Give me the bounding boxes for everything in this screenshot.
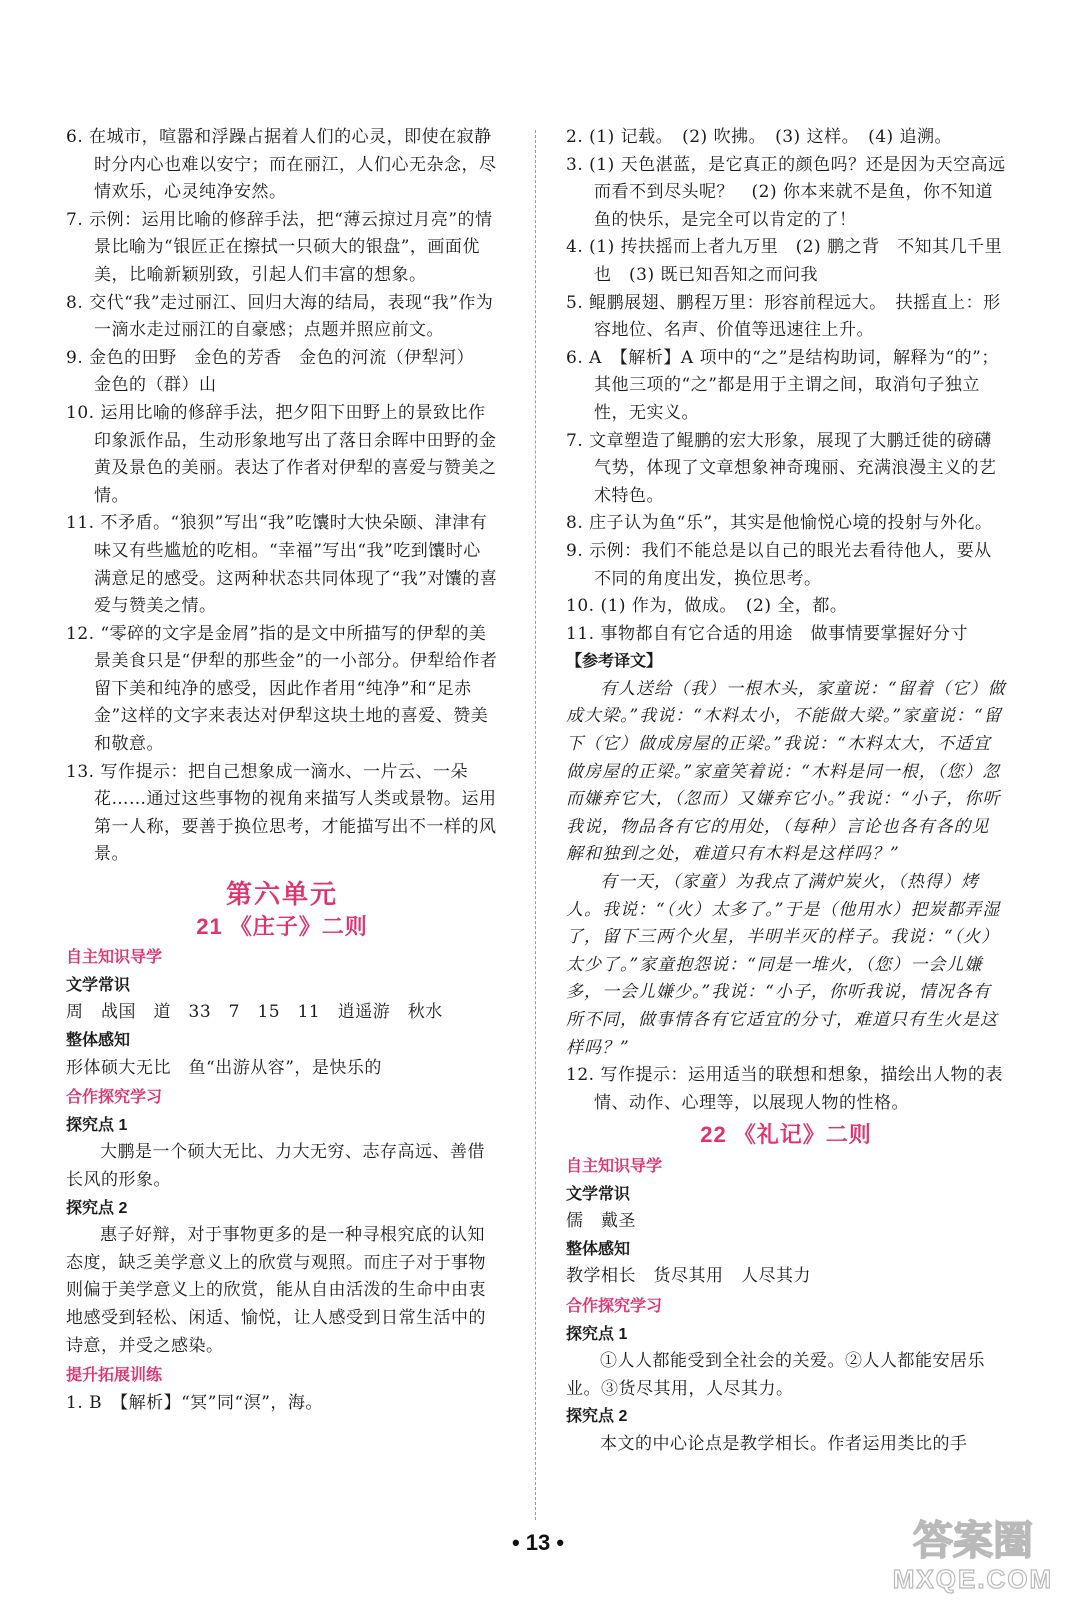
answer-paragraph: 本文的中心论点是教学相长。作者运用类比的手: [600, 1433, 968, 1454]
answer-item: 10. (1) 作为，做成。 (2) 全，都。: [566, 596, 848, 617]
page-number: • 13 •: [511, 1530, 565, 1555]
answer-text: 形体硕大无比 鱼“出游从容”，是快乐的: [66, 1057, 382, 1078]
answer-paragraph: 大鹏是一个硕大无比、力大无穷、志存高远、善借长风的形象。: [66, 1142, 485, 1190]
right-column: [566, 124, 1006, 1459]
subsection-label: 文学常识: [566, 1185, 631, 1203]
section-heading: 自主知识导学: [566, 1157, 663, 1175]
answer-item: 5. 鲲鹏展翅、鹏程万里：形容前程远大。 扶摇直上：形容地位、名声、价值等迅速往上升。: [566, 292, 1001, 341]
answer-paragraph: ①人人都能受到全社会的关爱。②人人都能安居乐业。③货尽其用，人尽其力。: [566, 1351, 985, 1399]
reference-translation-label: 【参考译文】: [566, 653, 663, 671]
subsection-label: 探究点 2: [66, 1199, 128, 1217]
answer-item: 7. 文章塑造了鲲鹏的宏大形象，展现了大鹏迁徙的磅礴气势，体现了文章想象神奇瑰丽、充满浪漫主义的艺术特色。: [566, 430, 997, 506]
answer-item: 6. A 【解析】A 项中的“之”是结构助词，解释为“的”；其他三项的“之”都是用于主谓之间，取消句子独立性，无实义。: [566, 347, 999, 423]
section-heading: 提升拓展训练: [66, 1367, 163, 1385]
subsection-label: 文学常识: [66, 976, 131, 994]
subsection-label: 整体感知: [66, 1032, 131, 1049]
subsection-label: 探究点 2: [566, 1408, 628, 1426]
answer-text: 教学相长 货尽其用 人尽其力: [566, 1266, 811, 1287]
answer-item: 1. B 【解析】“冥”同“溟”，海。: [66, 1392, 323, 1413]
section-heading: 合作探究学习: [66, 1089, 163, 1107]
answer-item: 9. 金色的田野 金色的芳香 金色的河流（伊犁河） 金色的（群）山: [66, 347, 484, 396]
answer-item: 8. 庄子认为鱼“乐”，其实是他愉悦心境的投射与外化。: [566, 513, 993, 534]
translation-paragraph: 有一天，（家童）为我点了满炉炭火，（热得）烤人。我说：“（火）太多了。”于是（他用水）把炭都弄湿了，留下三两个火星，半明半灭的样子。我说：“（火）太少了。”家童抱怨说：“同是一堆火，（您）一会儿嫌多，一会儿嫌少。”我说：“小子，你听我说，情况各有所不同，做事情各有它适宜的分寸，难道只有生火是这样吗？”: [566, 872, 1001, 1058]
answer-item: 12. “零碎的文字是金屑”指的是文中所描写的伊犁的美景美食只是“伊犁的那些金”的一小部分。伊犁给作者留下美和纯净的感受，因此作者用“纯净”和“足赤金”这样的文字来表达对伊犁这块土地的喜爱、赞美和敬意。: [66, 623, 498, 755]
answer-text: 儒 戴圣: [566, 1211, 636, 1232]
watermark-logo: [878, 1510, 1068, 1596]
answer-item: 13. 写作提示：把自己想象成一滴水、一片云、一朵花……通过这些事物的视角来描写人类或景物。运用第一人称，要善于换位思考，才能描写出不一样的风景。: [66, 761, 497, 865]
answer-paragraph: 惠子好辩，对于事物更多的是一种寻根究底的认知态度，缺乏美学意义上的欣赏与观照。而庄子对于事物则偏于美学意义上的欣赏，能从自由活泼的生命中由衷地感受到轻松、闲适、愉悦，让人感受到日常生活中的诗意，并受之感染。: [66, 1225, 486, 1356]
answer-item: 3. (1) 天色湛蓝，是它真正的颜色吗？还是因为天空高远而看不到尽头呢？ (2) 你本来就不是鱼，你不知道鱼的快乐，是完全可以肯定的了！: [566, 154, 1006, 230]
unit-title: 第六单元: [225, 879, 338, 910]
answer-item: 7. 示例：运用比喻的修辞手法，把“薄云掠过月亮”的情景比喻为“银匠正在擦拭一只硕大的银盘”，画面优美，比喻新颖别致，引起人们丰富的想象。: [66, 209, 493, 285]
answer-item: 2. (1) 记载。 (2) 吹拂。 (3) 这样。 (4) 追溯。: [566, 127, 953, 147]
watermark-url: MXQE.COM: [892, 1564, 1054, 1594]
section-heading: 合作探究学习: [566, 1297, 663, 1315]
subsection-label: 探究点 1: [66, 1116, 128, 1134]
answer-item: 6. 在城市，喧嚣和浮躁占据着人们的心灵，即使在寂静时分内心也难以安宁；而在丽江，人们心无杂念，尽情欢乐，心灵纯净安然。: [66, 127, 497, 203]
answer-item: 12. 写作提示：运用适当的联想和想象，描绘出人物的表情、动作、心理等，以展现人物的性格。: [566, 1065, 1003, 1113]
subsection-label: 整体感知: [566, 1240, 631, 1258]
section-heading: 自主知识导学: [66, 949, 163, 967]
translation-paragraph: 有人送给（我）一根木头，家童说：“留着（它）做成大梁。”我说：“木料太小，不能做大梁。”家童说：“留下（它）做成房屋的正梁。”我说：“木料太大，不适宜做房屋的正梁。”家童笑着说：“木料是同一根，（您）忽而嫌弃它大，（忽而）又嫌弃它小。”我说：“小子，你听我说，物品各有它的用处，（每种）言论也各有各的见解和独到之处，难道只有木料是这样吗？”: [566, 678, 1006, 865]
watermark-chars: 答案圈: [913, 1519, 1033, 1563]
column-divider: [535, 130, 536, 1520]
subsection-label: 探究点 1: [566, 1325, 628, 1343]
answer-item: 11. 事物都自有它合适的用途 做事情要掌握好分寸: [566, 623, 968, 644]
answer-item: 11. 不矛盾。“狼狈”写出“我”吃馕时大快朵颐、津津有味又有些尴尬的吃相。“幸福”写出“我”吃到馕时心满意足的感受。这两种状态共同体现了“我”对馕的喜爱与赞美之情。: [66, 513, 498, 617]
left-column: [66, 124, 498, 1417]
answer-item: 9. 示例：我们不能总是以自己的眼光去看待他人，要从不同的角度出发，换位思考。: [566, 540, 992, 589]
answer-item: 10. 运用比喻的修辞手法，把夕阳下田野上的景致比作印象派作品，生动形象地写出了落日余晖中田野的金黄及景色的美丽。表达了作者对伊犁的喜爱与赞美之情。: [66, 402, 497, 506]
lesson-title: 21 《庄子》二则: [196, 913, 368, 939]
answer-text: 周 战国 道 33 7 15 11 逍遥游 秋水: [66, 1002, 443, 1023]
lesson-title: 22 《礼记》二则: [700, 1122, 872, 1148]
answer-item: 8. 交代“我”走过丽江、回归大海的结局，表现“我”作为一滴水走过丽江的自豪感；点题并照应前文。: [66, 292, 494, 341]
answer-item: 4. (1) 抟扶摇而上者九万里 (2) 鹏之背 不知其几千里也 (3) 既已知吾知之而问我: [566, 237, 1003, 285]
